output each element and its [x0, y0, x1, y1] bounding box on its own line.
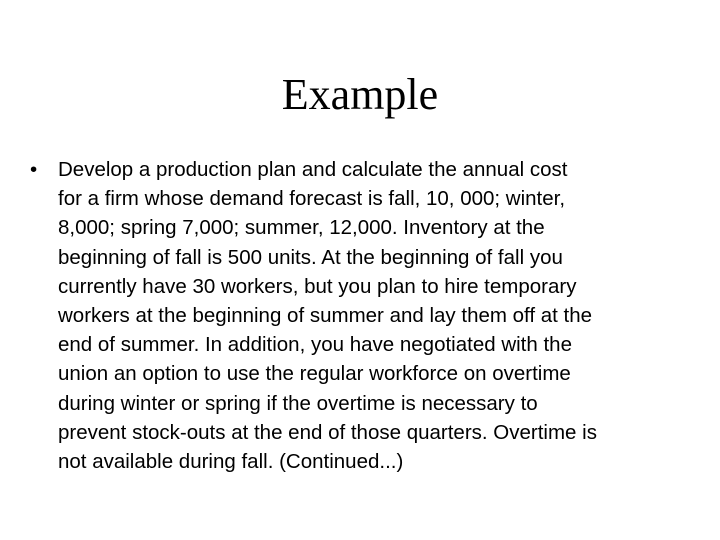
bullet-marker: •: [30, 158, 38, 181]
bullet-text-line: prevent stock-outs at the end of those quarters. Overtime is: [58, 420, 597, 444]
bullet-text-line: workers at the beginning of summer and lay them off at the: [58, 304, 593, 328]
bullet-list: [30, 155, 695, 476]
bullet-text-line: for a firm whose demand forecast is fall, 10, 000; winter,: [58, 187, 566, 211]
bullet-text-line: not available during fall. (Continued...): [58, 450, 404, 474]
bullet-text-line: 8,000; spring 7,000; summer, 12,000. Inventory at the: [58, 216, 545, 240]
bullet-text-line: currently have 30 workers, but you plan to hire temporary: [58, 274, 577, 298]
bullet-text-line: union an option to use the regular workforce on overtime: [58, 362, 571, 386]
bullet-text-line: Develop a production plan and calculate the annual cost: [58, 158, 568, 181]
bullet-item: [30, 155, 695, 476]
bullet-text-line: beginning of fall is 500 units. At the beginning of fall you: [58, 245, 563, 269]
slide-title: Example: [281, 70, 439, 119]
bullet-text-line: end of summer. In addition, you have negotiated with the: [58, 333, 572, 357]
bullet-text-line: during winter or spring if the overtime is necessary to: [58, 391, 538, 415]
